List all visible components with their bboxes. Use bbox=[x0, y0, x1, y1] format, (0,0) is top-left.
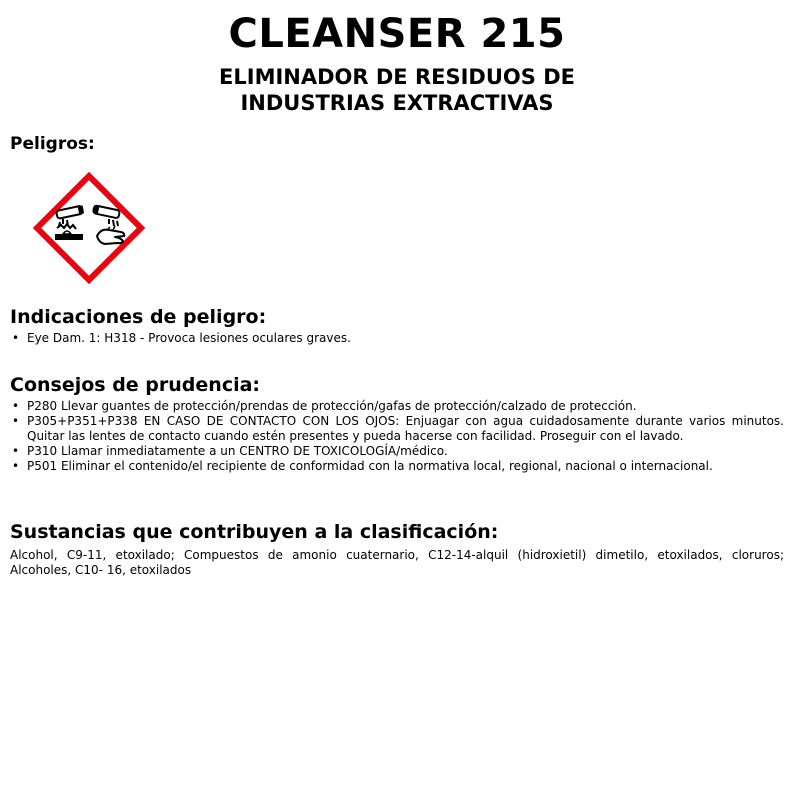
precautionary-statements-heading: Consejos de prudencia: bbox=[10, 374, 261, 396]
ghs05-corrosion-icon bbox=[33, 172, 145, 284]
product-name: CLEANSER 215 bbox=[228, 11, 566, 57]
product-description-line-1: ELIMINADOR DE RESIDUOS DE bbox=[219, 65, 575, 89]
product-description-line-2: INDUSTRIAS EXTRACTIVAS bbox=[240, 91, 554, 115]
precautionary-statements-list bbox=[10, 399, 784, 474]
hazard-statement-item: • Eye Dam. 1: H318 - Provoca lesiones oculares graves. bbox=[10, 331, 784, 346]
precautionary-statement-item: • P305+P351+P338 EN CASO DE CONTACTO CON LOS OJOS: Enjuagar con agua cuidadosamente durante varios minutos. Quitar las lentes de contacto cuando estén presentes y pueda hacerse con facilidad. Proseguir con el lavado. bbox=[10, 414, 784, 444]
precautionary-statement-item: • P501 Eliminar el contenido/el recipiente de conformidad con la normativa local, regional, nacional o internacional. bbox=[10, 459, 784, 474]
hazard-statements-list bbox=[10, 331, 784, 346]
product-description bbox=[0, 64, 794, 116]
precautionary-statement-item: • P280 Llevar guantes de protección/prendas de protección/gafas de protección/calzado de protección. bbox=[10, 399, 784, 414]
hazards-heading: Peligros: bbox=[10, 134, 95, 154]
hazard-statements-heading: Indicaciones de peligro: bbox=[10, 306, 267, 328]
precautionary-statement-item: • P310 Llamar inmediatamente a un CENTRO DE TOXICOLOGÍA/médico. bbox=[10, 444, 784, 459]
substances-heading: Sustancias que contribuyen a la clasificación: bbox=[10, 521, 499, 543]
substances-text: Alcohol, C9-11, etoxilado; Compuestos de amonio cuaternario, C12-14-alquil (hidroxietil) dimetilo, etoxilados, cloruros; Alcoholes, C10- 16, etoxilados bbox=[10, 548, 784, 577]
